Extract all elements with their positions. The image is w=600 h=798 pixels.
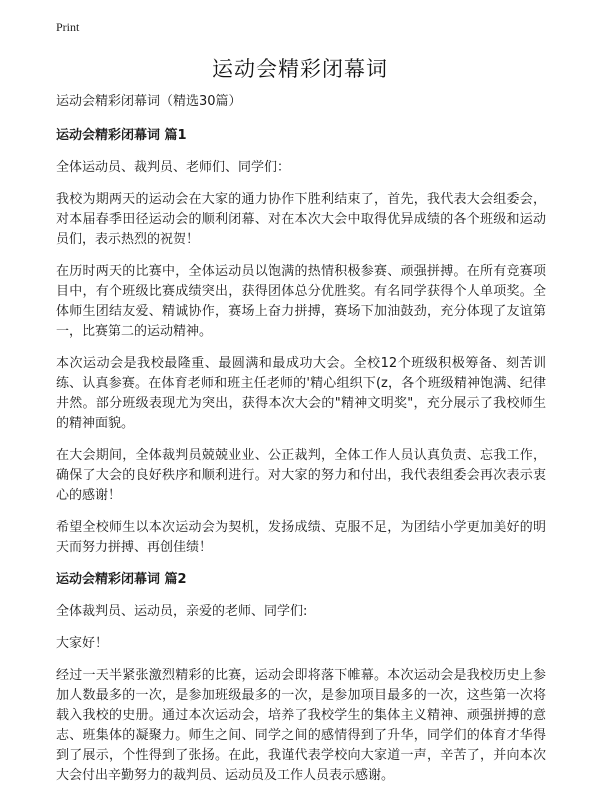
document-title: 运动会精彩闭幕词 bbox=[212, 57, 388, 81]
paragraph: 在大会期间，全体裁判员兢兢业业、公正裁判，全体工作人员认真负责、忘我工作，确保了大会的良好秩序和顺利进行。对大家的努力和付出，我代表组委会再次表示衷心的感谢！ bbox=[56, 448, 546, 503]
print-link[interactable]: Print bbox=[56, 20, 80, 34]
paragraph: 全体裁判员、运动员，亲爱的老师、同学们: bbox=[56, 604, 308, 619]
paragraph: 全体运动员、裁判员、老师们、同学们： bbox=[56, 160, 291, 175]
section-heading-1: 运动会精彩闭幕词 篇1 bbox=[56, 128, 187, 143]
paragraph: 经过一天半紧张激烈精彩的比赛，运动会即将落下帷幕。本次运动会是我校历史上参加人数最多的一次，是参加班级最多的一次，是参加项目最多的一次，这些第一次将载入我校的史册。通过本次运动会，培养了我校学生的集体主义精神、顽强拼搏的意志、班集体的凝聚力。师生之间、同学之间的感情得到了升华，同学们的体育才华得到了展示，个性得到了张扬。在此，我谨代表学校向大家道一声，辛苦了，并向本次大会付出辛勤努力的裁判员、运动员及工作人员表示感谢。 bbox=[56, 668, 546, 783]
document-subtitle: 运动会精彩闭幕词（精选30篇） bbox=[56, 94, 242, 109]
paragraph: 在历时两天的比赛中，全体运动员以饱满的热情积极参赛、顽强拼搏。在所有竞赛项目中，有个班级比赛成绩突出，获得团体总分优胜奖。有名同学获得个人单项奖。全体师生团结友爱、精诚协作，赛场上奋力拼搏，赛场下加油鼓劲，充分体现了友谊第一，比赛第二的运动精神。 bbox=[56, 264, 546, 339]
paragraph: 我校为期两天的运动会在大家的通力协作下胜利结束了，首先，我代表大会组委会，对本届春季田径运动会的顺利闭幕、对在本次大会中取得优异成绩的各个班级和运动员们，表示热烈的祝贺！ bbox=[56, 192, 546, 247]
paragraph: 本次运动会是我校最隆重、最圆满和最成功大会。全校12个班级积极筹备、刻苦训练、认真参赛。在体育老师和班主任老师的'精心组织下(z，各个班级精神饱满、纪律井然。部分班级表现尤为突出，获得本次大会的"精神文明奖"，充分展示了我校师生的精神面貌。 bbox=[56, 356, 546, 431]
section-heading-2: 运动会精彩闭幕词 篇2 bbox=[56, 572, 187, 587]
document-body bbox=[56, 92, 546, 798]
paragraph: 大家好！ bbox=[56, 636, 109, 651]
paragraph: 希望全校师生以本次运动会为契机，发扬成绩、克服不足，为团结小学更加美好的明天而努力拼搏、再创佳绩！ bbox=[56, 520, 546, 555]
